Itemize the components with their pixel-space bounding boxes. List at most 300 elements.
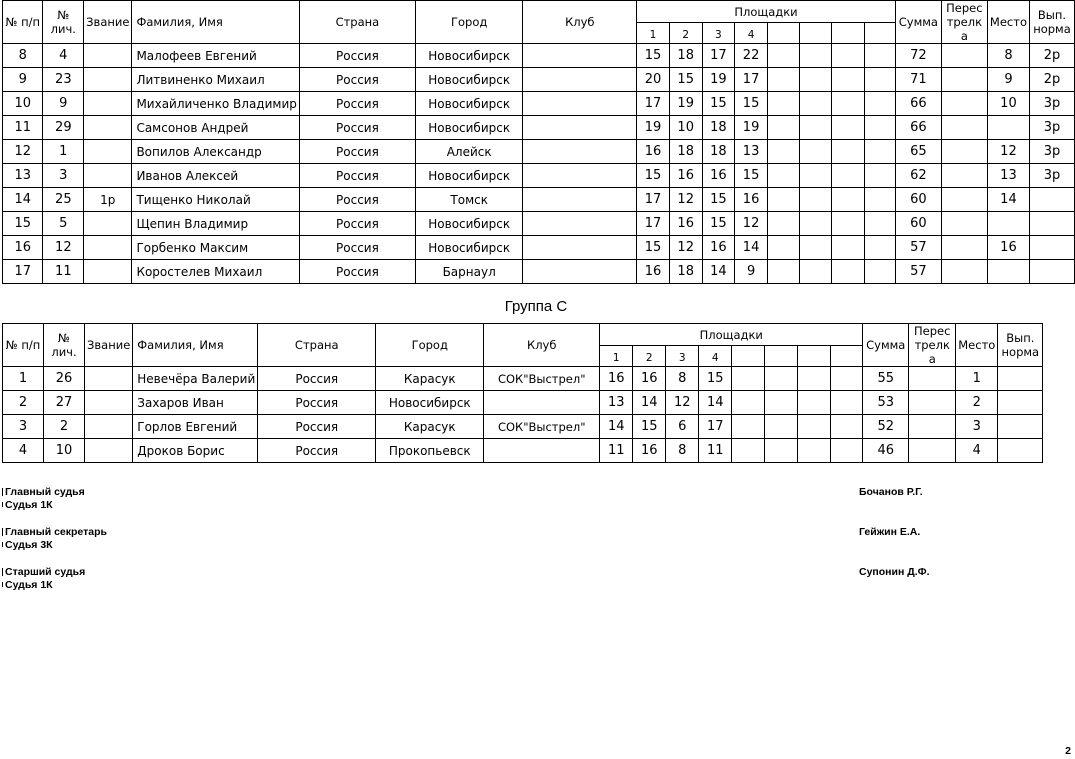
stand-score [832, 212, 864, 236]
header-stand-1: 1 [637, 23, 670, 44]
stand-score: 12 [735, 212, 768, 236]
stand-score: 17 [637, 188, 670, 212]
personal-number: 27 [44, 391, 85, 415]
table-row [3, 415, 1043, 439]
city: Прокопьевск [376, 439, 484, 463]
personal-number: 12 [43, 236, 84, 260]
header-rank: Звание [84, 1, 132, 44]
personal-number: 26 [44, 367, 85, 391]
total-sum: 62 [895, 164, 941, 188]
official-role [2, 486, 85, 498]
stand-score [767, 164, 799, 188]
club [523, 164, 637, 188]
personal-number: 2 [44, 415, 85, 439]
city: Карасук [376, 415, 484, 439]
header-shootoff: Перестрелка [941, 1, 987, 44]
header-sum: Сумма [895, 1, 941, 44]
rank [84, 140, 132, 164]
header-club: Клуб [484, 324, 600, 367]
rank [84, 236, 132, 260]
group-c-results-table [2, 323, 1043, 463]
header-stand-3: 3 [702, 23, 735, 44]
stand-score [864, 116, 895, 140]
place: 10 [987, 92, 1029, 116]
row-number: 1 [3, 367, 44, 391]
country: Россия [258, 415, 376, 439]
stand-score: 16 [702, 236, 735, 260]
stand-score [800, 92, 832, 116]
stand-score: 13 [735, 140, 768, 164]
stand-score [732, 439, 765, 463]
total-sum: 55 [863, 367, 909, 391]
stand-score: 8 [666, 439, 699, 463]
official-category [2, 579, 53, 591]
shootoff [941, 188, 987, 212]
header-stands: Площадки [637, 1, 896, 23]
table-row [3, 164, 1075, 188]
stand-score: 13 [600, 391, 633, 415]
rank: 1р [84, 188, 132, 212]
header-country: Страна [299, 1, 415, 44]
stand-score: 16 [600, 367, 633, 391]
stand-score: 16 [669, 212, 702, 236]
rank [85, 415, 133, 439]
norm [1029, 212, 1074, 236]
header-stand-7 [832, 23, 864, 44]
norm [998, 439, 1043, 463]
personal-number: 4 [43, 44, 84, 68]
place [987, 116, 1029, 140]
total-sum: 53 [863, 391, 909, 415]
header-sum: Сумма [863, 324, 909, 367]
tick-mark [2, 528, 3, 536]
stand-score [832, 116, 864, 140]
city: Томск [415, 188, 522, 212]
header-stand-5 [732, 346, 765, 367]
stand-score: 19 [669, 92, 702, 116]
stand-score [832, 164, 864, 188]
stand-score [767, 212, 799, 236]
club [523, 260, 637, 284]
stand-score: 19 [702, 68, 735, 92]
stand-score: 18 [702, 140, 735, 164]
club [523, 212, 637, 236]
official-category [2, 539, 53, 551]
stand-score: 14 [702, 260, 735, 284]
stand-score: 18 [702, 116, 735, 140]
table-row [3, 391, 1043, 415]
city: Новосибирск [415, 116, 522, 140]
stand-score: 18 [669, 260, 702, 284]
tick-mark [2, 568, 3, 576]
row-number: 10 [3, 92, 43, 116]
header-rank: Звание [85, 324, 133, 367]
tick-mark [2, 502, 3, 507]
header-stand-2: 2 [669, 23, 702, 44]
row-number: 4 [3, 439, 44, 463]
stand-score [767, 68, 799, 92]
rank [84, 44, 132, 68]
stand-score [864, 140, 895, 164]
stand-score [798, 415, 831, 439]
country: Россия [258, 391, 376, 415]
shootoff [941, 236, 987, 260]
stand-score: 15 [637, 44, 670, 68]
stand-score: 16 [637, 260, 670, 284]
row-number: 16 [3, 236, 43, 260]
country: Россия [299, 260, 415, 284]
stand-score: 14 [600, 415, 633, 439]
norm [1029, 260, 1074, 284]
stand-score: 16 [735, 188, 768, 212]
city: Новосибирск [415, 92, 522, 116]
country: Россия [299, 68, 415, 92]
total-sum: 72 [895, 44, 941, 68]
stand-score: 11 [600, 439, 633, 463]
header-stand-7 [798, 346, 831, 367]
norm: 3р [1029, 92, 1074, 116]
stand-score: 16 [669, 164, 702, 188]
stand-score: 8 [666, 367, 699, 391]
table-row [3, 68, 1075, 92]
stand-score [800, 188, 832, 212]
norm [998, 391, 1043, 415]
stand-score [832, 236, 864, 260]
stand-score [831, 391, 863, 415]
athlete-name: Горбенко Максим [132, 236, 299, 260]
stand-score: 16 [637, 140, 670, 164]
row-number: 15 [3, 212, 43, 236]
club [523, 236, 637, 260]
stand-score [767, 44, 799, 68]
athlete-name: Коростелев Михаил [132, 260, 299, 284]
athlete-name: Захаров Иван [133, 391, 258, 415]
stand-score [864, 68, 895, 92]
rank [84, 164, 132, 188]
stand-score: 17 [699, 415, 732, 439]
table-row [3, 439, 1043, 463]
personal-number: 3 [43, 164, 84, 188]
stand-score: 22 [735, 44, 768, 68]
place: 1 [956, 367, 998, 391]
club [523, 188, 637, 212]
stand-score: 14 [699, 391, 732, 415]
stand-score: 17 [735, 68, 768, 92]
place: 9 [987, 68, 1029, 92]
place: 16 [987, 236, 1029, 260]
rank [84, 92, 132, 116]
stand-score: 15 [637, 236, 670, 260]
stand-score: 15 [699, 367, 732, 391]
stand-score: 6 [666, 415, 699, 439]
stand-score [800, 236, 832, 260]
athlete-name: Вопилов Александр [132, 140, 299, 164]
table-row [3, 116, 1075, 140]
norm: 3р [1029, 116, 1074, 140]
stand-score: 15 [702, 212, 735, 236]
stand-score: 15 [735, 164, 768, 188]
country: Россия [258, 367, 376, 391]
shootoff [909, 367, 956, 391]
official-role-text: Старший судья [5, 566, 86, 578]
country: Россия [299, 212, 415, 236]
stand-score: 12 [669, 188, 702, 212]
header-club: Клуб [523, 1, 637, 44]
row-number: 2 [3, 391, 44, 415]
stand-score [831, 439, 863, 463]
official-category-text: Судья 1К [5, 499, 53, 511]
athlete-name: Малофеев Евгений [132, 44, 299, 68]
shootoff [909, 415, 956, 439]
city: Карасук [376, 367, 484, 391]
header-stand-1: 1 [600, 346, 633, 367]
stand-score: 17 [702, 44, 735, 68]
page-number: 2 [1065, 745, 1071, 757]
stand-score: 12 [669, 236, 702, 260]
total-sum: 71 [895, 68, 941, 92]
table-row [3, 92, 1075, 116]
total-sum: 66 [895, 92, 941, 116]
stand-score [800, 44, 832, 68]
shootoff [941, 92, 987, 116]
club [523, 44, 637, 68]
rank [85, 439, 133, 463]
stand-score: 16 [702, 164, 735, 188]
stand-score [832, 188, 864, 212]
personal-number: 25 [43, 188, 84, 212]
table-row [3, 188, 1075, 212]
stand-score [832, 44, 864, 68]
header-personal-num: № лич. [44, 324, 85, 367]
norm: 2р [1029, 44, 1074, 68]
norm [1029, 236, 1074, 260]
stand-score: 15 [633, 415, 666, 439]
place: 8 [987, 44, 1029, 68]
personal-number: 10 [44, 439, 85, 463]
table-row [3, 212, 1075, 236]
header-name: Фамилия, Имя [133, 324, 258, 367]
personal-number: 23 [43, 68, 84, 92]
header-num: № п/п [3, 1, 43, 44]
header-stand-8 [864, 23, 895, 44]
club [484, 391, 600, 415]
personal-number: 9 [43, 92, 84, 116]
stand-score [767, 140, 799, 164]
norm [1029, 188, 1074, 212]
table-row [3, 260, 1075, 284]
stand-score [831, 367, 863, 391]
official-name: Гейжин Е.А. [859, 526, 921, 538]
place: 3 [956, 415, 998, 439]
city: Новосибирск [415, 44, 522, 68]
club [484, 439, 600, 463]
stand-score [767, 236, 799, 260]
stand-score [800, 260, 832, 284]
club [523, 92, 637, 116]
stand-score: 20 [637, 68, 670, 92]
athlete-name: Невечёра Валерий [133, 367, 258, 391]
stand-score: 16 [633, 367, 666, 391]
rank [84, 260, 132, 284]
stand-score [800, 140, 832, 164]
header-norm: Вып. норма [998, 324, 1043, 367]
stand-score [864, 44, 895, 68]
stand-score: 16 [633, 439, 666, 463]
country: Россия [299, 92, 415, 116]
shootoff [941, 260, 987, 284]
club: СОК"Выстрел" [484, 367, 600, 391]
row-number: 17 [3, 260, 43, 284]
personal-number: 11 [43, 260, 84, 284]
rank [85, 391, 133, 415]
city: Новосибирск [415, 68, 522, 92]
stand-score [800, 212, 832, 236]
stand-score [765, 367, 798, 391]
stand-score: 17 [637, 92, 670, 116]
country: Россия [258, 439, 376, 463]
city: Новосибирск [415, 236, 522, 260]
stand-score [732, 391, 765, 415]
total-sum: 65 [895, 140, 941, 164]
place: 13 [987, 164, 1029, 188]
header-city: Город [415, 1, 522, 44]
group-b-results-table [2, 0, 1075, 284]
official-role [2, 566, 85, 578]
place [987, 260, 1029, 284]
place: 2 [956, 391, 998, 415]
personal-number: 5 [43, 212, 84, 236]
header-stand-6 [765, 346, 798, 367]
rank [84, 212, 132, 236]
header-stands: Площадки [600, 324, 863, 346]
shootoff [941, 140, 987, 164]
rank [84, 68, 132, 92]
norm: 2р [1029, 68, 1074, 92]
norm: 3р [1029, 140, 1074, 164]
shootoff [941, 68, 987, 92]
header-stand-5 [767, 23, 799, 44]
club [523, 116, 637, 140]
personal-number: 29 [43, 116, 84, 140]
stand-score [732, 415, 765, 439]
stand-score [832, 260, 864, 284]
header-stand-6 [800, 23, 832, 44]
stand-score: 17 [637, 212, 670, 236]
total-sum: 60 [895, 212, 941, 236]
header-stand-3: 3 [666, 346, 699, 367]
official-category-text: Судья 1К [5, 579, 53, 591]
header-place: Место [956, 324, 998, 367]
city: Алейск [415, 140, 522, 164]
stand-score [767, 260, 799, 284]
total-sum: 46 [863, 439, 909, 463]
stand-score [798, 391, 831, 415]
stand-score: 19 [637, 116, 670, 140]
header-num: № п/п [3, 324, 44, 367]
header-stand-4: 4 [735, 23, 768, 44]
header-country: Страна [258, 324, 376, 367]
table-row [3, 140, 1075, 164]
place: 12 [987, 140, 1029, 164]
header-name: Фамилия, Имя [132, 1, 299, 44]
official-role-text: Главный судья [5, 486, 85, 498]
total-sum: 57 [895, 260, 941, 284]
athlete-name: Горлов Евгений [133, 415, 258, 439]
place: 14 [987, 188, 1029, 212]
header-stand-2: 2 [633, 346, 666, 367]
official-category-text: Судья 3К [5, 539, 53, 551]
athlete-name: Щепин Владимир [132, 212, 299, 236]
shootoff [909, 391, 956, 415]
stand-score [864, 260, 895, 284]
stand-score [864, 188, 895, 212]
country: Россия [299, 116, 415, 140]
personal-number: 1 [43, 140, 84, 164]
place [987, 212, 1029, 236]
stand-score: 19 [735, 116, 768, 140]
stand-score [832, 68, 864, 92]
athlete-name: Михайличенко Владимир [132, 92, 299, 116]
rank [84, 116, 132, 140]
tick-mark [2, 582, 3, 587]
stand-score [800, 164, 832, 188]
stand-score: 11 [699, 439, 732, 463]
norm: 3р [1029, 164, 1074, 188]
stand-score [765, 439, 798, 463]
official-name: Бочанов Р.Г. [859, 486, 923, 498]
stand-score: 12 [666, 391, 699, 415]
country: Россия [299, 236, 415, 260]
header-city: Город [376, 324, 484, 367]
norm [998, 367, 1043, 391]
city: Барнаул [415, 260, 522, 284]
stand-score: 15 [735, 92, 768, 116]
stand-score: 15 [637, 164, 670, 188]
stand-score [831, 415, 863, 439]
athlete-name: Литвиненко Михаил [132, 68, 299, 92]
athlete-name: Дроков Борис [133, 439, 258, 463]
official-category [2, 499, 53, 511]
row-number: 9 [3, 68, 43, 92]
stand-score: 15 [702, 92, 735, 116]
norm [998, 415, 1043, 439]
official-role-text: Главный секретарь [5, 526, 107, 538]
row-number: 13 [3, 164, 43, 188]
official-name: Супонин Д.Ф. [859, 566, 930, 578]
shootoff [941, 116, 987, 140]
stand-score [767, 188, 799, 212]
table-row [3, 236, 1075, 260]
row-number: 8 [3, 44, 43, 68]
athlete-name: Иванов Алексей [132, 164, 299, 188]
country: Россия [299, 44, 415, 68]
club [523, 140, 637, 164]
table-row [3, 367, 1043, 391]
stand-score [798, 439, 831, 463]
country: Россия [299, 164, 415, 188]
city: Новосибирск [376, 391, 484, 415]
tick-mark [2, 542, 3, 547]
place: 4 [956, 439, 998, 463]
row-number: 11 [3, 116, 43, 140]
stand-score [800, 68, 832, 92]
stand-score: 14 [735, 236, 768, 260]
shootoff [941, 44, 987, 68]
country: Россия [299, 140, 415, 164]
stand-score [800, 116, 832, 140]
stand-score [798, 367, 831, 391]
shootoff [941, 212, 987, 236]
